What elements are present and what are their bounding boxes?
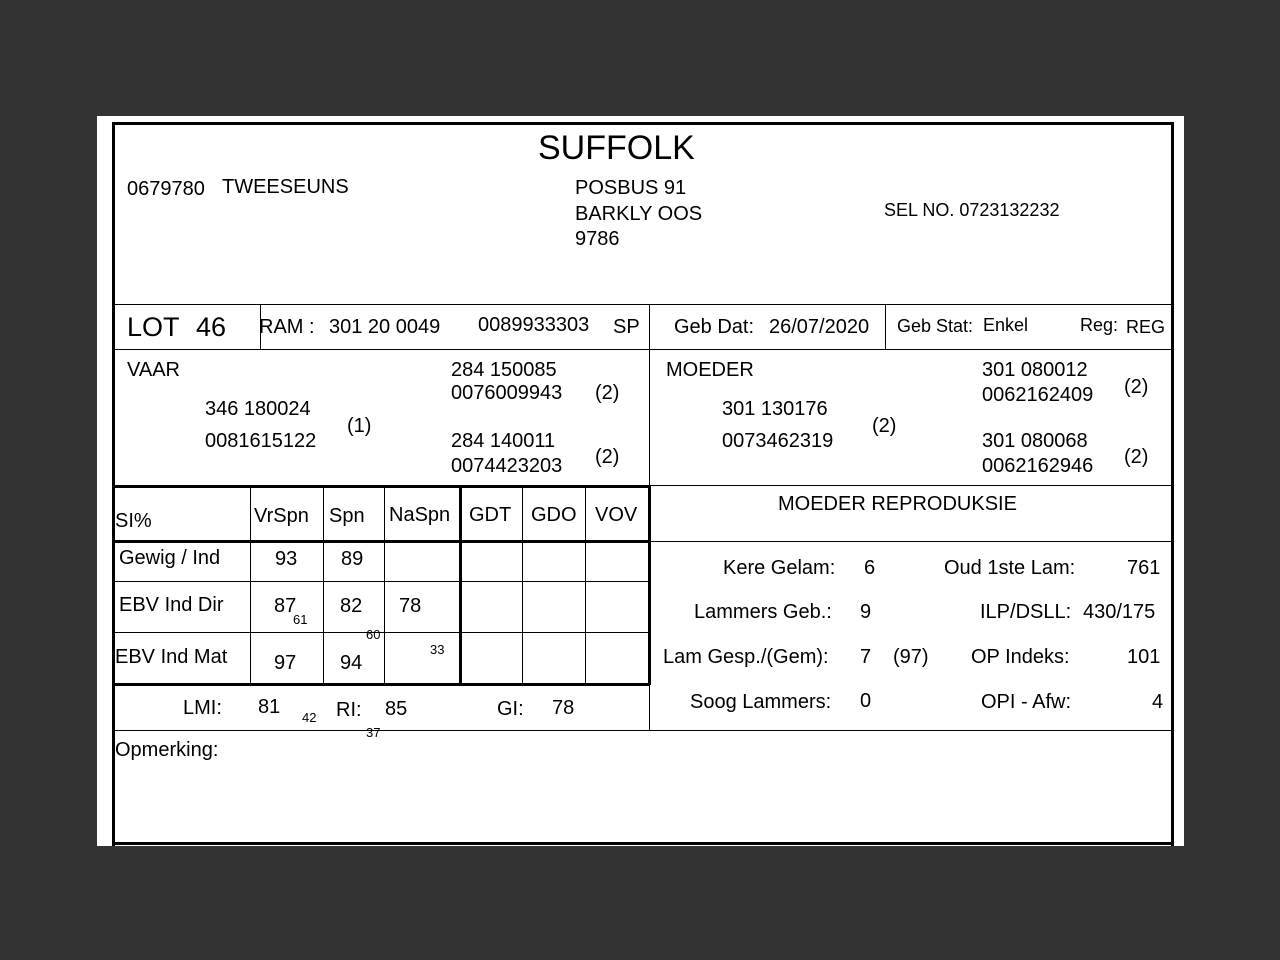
rule-repro-title — [650, 541, 1172, 542]
si-col-div-3 — [384, 487, 385, 684]
lot-card — [97, 116, 1184, 846]
dam-label: MOEDER — [666, 359, 754, 381]
sire-sire-reg: 0076009943 — [451, 382, 563, 404]
border-left — [112, 122, 115, 846]
kere-gelam-label: Kere Gelam: — [723, 557, 836, 579]
op-indeks-label: OP Indeks: — [971, 646, 1070, 668]
lam-gesp-label: Lam Gesp./(Gem): — [663, 646, 829, 668]
lammers-geb-label: Lammers Geb.: — [694, 601, 832, 623]
sire-count: (1) — [347, 415, 372, 437]
address-line-3: 9786 — [575, 228, 620, 250]
oud-1ste-lam-label: Oud 1ste Lam: — [944, 557, 1076, 579]
breed-title: SUFFOLK — [538, 129, 695, 167]
si-cell-dir-spn-sub: 60 — [366, 627, 381, 642]
si-cell-dir-naspn-sub: 33 — [430, 642, 445, 657]
op-indeks-value: 101 — [1127, 646, 1161, 668]
remarks-label: Opmerking: — [115, 739, 219, 761]
si-cell-mat-spn: 94 — [340, 652, 363, 674]
lot-label: LOT — [127, 312, 180, 342]
geb-stat: Enkel — [983, 315, 1029, 335]
address-line-1: POSBUS 91 — [575, 177, 687, 199]
lot-number: 46 — [196, 312, 227, 342]
repro-title: MOEDER REPRODUKSIE — [778, 493, 1017, 515]
dam-count: (2) — [872, 415, 897, 437]
si-cell-dir-vrspn-sub: 61 — [293, 612, 308, 627]
sire-sire-id: 284 150085 — [451, 359, 557, 381]
ilp-dsll-label: ILP/DSLL: — [980, 601, 1072, 623]
si-cell-mat-spn-sub: 37 — [366, 725, 381, 740]
dam-reg: 0073462319 — [722, 430, 834, 452]
lam-gem-value: (97) — [893, 646, 929, 668]
ri-label: RI: — [336, 699, 362, 721]
reg-label: Reg: — [1080, 315, 1119, 335]
si-row-label-ebv-dir: EBV Ind Dir — [119, 594, 224, 616]
si-cell-dir-spn: 82 — [340, 595, 363, 617]
si-col-header-naspn: NaSpn — [389, 504, 451, 526]
si-col-header-spn: Spn — [329, 505, 365, 527]
sire-dam-count: (2) — [595, 446, 620, 468]
sire-sire-count: (2) — [595, 382, 620, 404]
si-cell-mat-vrspn-sub: 42 — [302, 710, 317, 725]
si-corner-label: SI% — [115, 510, 152, 532]
dam-dam-count: (2) — [1124, 446, 1149, 468]
ram-reg: 0089933303 — [478, 314, 590, 336]
border-top — [113, 122, 1172, 125]
si-table-header-bottom — [113, 540, 649, 543]
sire-reg: 0081615122 — [205, 430, 317, 452]
soog-lammers-value: 0 — [860, 690, 872, 712]
geb-stat-label: Geb Stat: — [897, 316, 974, 336]
rule-lot-v3 — [885, 304, 886, 349]
si-row-label-gewig: Gewig / Ind — [119, 547, 221, 569]
reg-value: REG — [1126, 317, 1166, 337]
si-col-header-gdt: GDT — [469, 504, 512, 526]
ilp-dsll-value: 430/175 — [1083, 601, 1156, 623]
lam-gesp-value: 7 — [860, 646, 872, 668]
ri-value: 85 — [385, 698, 408, 720]
si-cell-mat-vrspn: 97 — [274, 652, 297, 674]
opi-afw-label: OPI - Afw: — [981, 691, 1072, 713]
si-table-bottom — [113, 683, 650, 686]
si-cell-dir-naspn: 78 — [399, 595, 422, 617]
sel-no: SEL NO. 0723132232 — [884, 200, 1060, 220]
owner-name: TWEESEUNS — [222, 176, 349, 198]
sire-dam-reg: 0074423203 — [451, 455, 563, 477]
si-cell-gewig-spn: 89 — [341, 548, 364, 570]
si-col-header-vov: VOV — [595, 504, 638, 526]
si-cell-gewig-vrspn: 93 — [275, 548, 298, 570]
si-table-top — [113, 485, 649, 488]
sire-dam-id: 284 140011 — [451, 430, 556, 452]
address-line-2: BARKLY OOS — [575, 203, 703, 225]
geb-dat: 26/07/2020 — [769, 316, 870, 338]
si-col-div-1 — [250, 487, 251, 684]
kere-gelam-value: 6 — [864, 557, 876, 579]
sp-code: SP — [613, 316, 640, 338]
lmi-label: LMI: — [183, 697, 222, 719]
gi-value: 78 — [552, 697, 575, 719]
si-col-header-vrspn: VrSpn — [254, 505, 309, 527]
oud-1ste-lam-value: 761 — [1127, 557, 1161, 579]
ram-label: RAM : — [259, 316, 315, 338]
border-bottom — [112, 842, 1174, 845]
rule-lot-top — [113, 304, 1172, 305]
ram-id: 301 20 0049 — [329, 316, 441, 338]
opi-afw-value: 4 — [1152, 691, 1164, 713]
lmi-value: 81 — [258, 696, 281, 718]
sire-label: VAAR — [127, 359, 180, 381]
dam-sire-id: 301 080012 — [982, 359, 1088, 381]
si-table-row1-bottom — [113, 581, 649, 582]
dam-dam-reg: 0062162946 — [982, 455, 1094, 477]
si-row-label-ebv-mat: EBV Ind Mat — [115, 646, 228, 668]
dam-sire-reg: 0062162409 — [982, 384, 1094, 406]
si-col-header-gdo: GDO — [531, 504, 577, 526]
si-cell-dir-vrspn: 87 — [274, 595, 297, 617]
dam-sire-count: (2) — [1124, 376, 1149, 398]
si-col-div-2 — [323, 487, 324, 684]
owner-code: 0679780 — [127, 178, 205, 200]
geb-dat-label: Geb Dat: — [674, 316, 755, 338]
gi-label: GI: — [497, 698, 524, 720]
dam-dam-id: 301 080068 — [982, 430, 1088, 452]
lammers-geb-value: 9 — [860, 601, 872, 623]
rule-lot-bottom — [113, 349, 1172, 350]
dam-id: 301 130176 — [722, 398, 828, 420]
soog-lammers-label: Soog Lammers: — [690, 691, 832, 713]
sire-id: 346 180024 — [205, 398, 311, 420]
